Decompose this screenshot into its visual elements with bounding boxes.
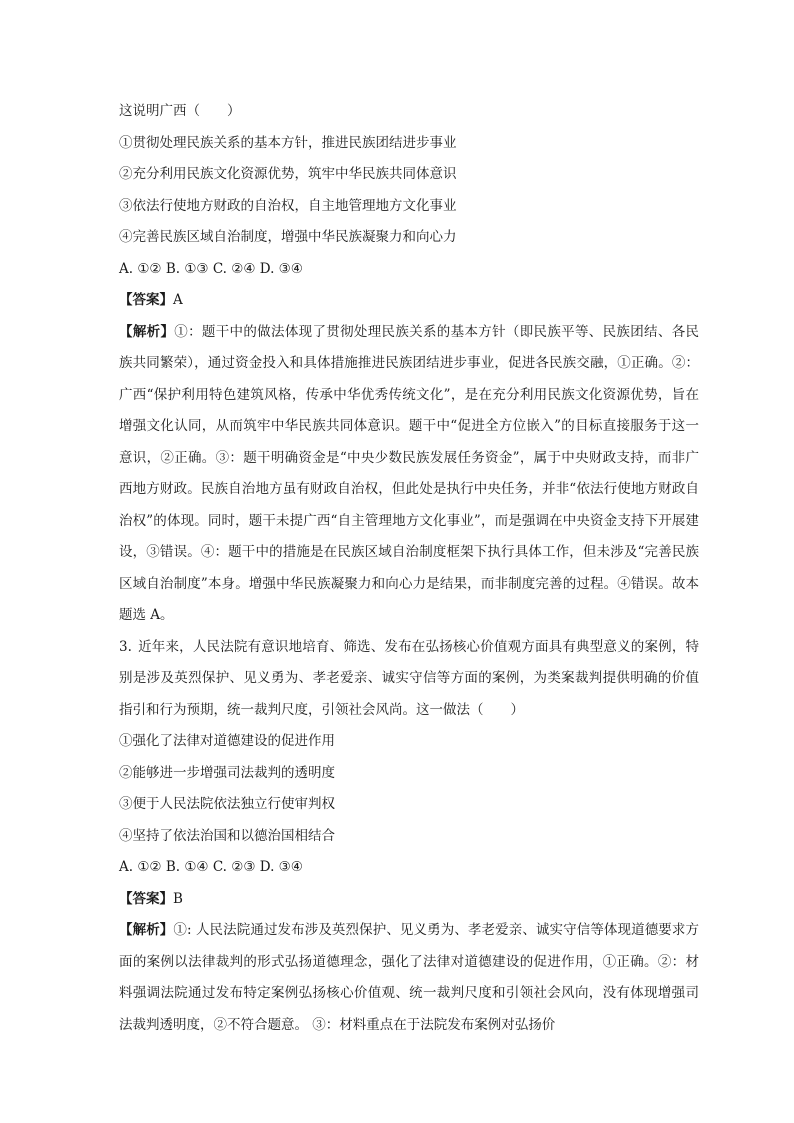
question-3-text: 近年来，人民法院有意识地培育、筛选、发布在弘扬核心价值观方面具有典型意义的案例，特别是涉及英烈保护、见义勇为、孝老爱亲、诚实守信等方面的案例，为类案裁判提供明确的价值指引和行为预期，统一裁判尺度，引领社会风尚。这一做法（ ） xyxy=(119,638,699,718)
q2-answer-label: 【答案】 xyxy=(119,292,173,308)
question-2-stem-tail: 这说明广西（ ） xyxy=(119,103,241,119)
q3-analysis-text: ①: 人民法院通过发布涉及英烈保护、见义勇为、孝老爱亲、诚实守信等体现道德要求方面的案例以法律裁判的形式弘扬道德理念，强化了法律对道德建设的促进作用，①正确。②：材料强调法院通过发布特定案例弘扬核心价值观、统一裁判尺度和引领社会风向，没有体现增强司法裁判透明度，②不符合题意。 ③：材料重点在于法院发布案例对弘扬价 xyxy=(119,922,700,1033)
q3-analysis-label: 【解析】 xyxy=(119,922,174,938)
q3-option-1: ①强化了法律对道德建设的促进作用 xyxy=(119,733,335,749)
q3-answer-label: 【答案】 xyxy=(119,890,173,907)
q2-option-2: ②充分利用民族文化资源优势，筑牢中华民族共同体意识 xyxy=(119,166,457,182)
q2-option-4: ④完善民族区域自治制度，增强中华民族凝聚力和向心力 xyxy=(119,229,457,245)
q3-option-4: ④坚持了依法治国和以德治国相结合 xyxy=(119,827,335,844)
q2-analysis-text: ①：题干中的做法体现了贯彻处理民族关系的基本方针（即民族平等、民族团结、各民族共同繁荣），通过资金投入和具体措施推进民族团结进步事业，促进各民族交融，①正确。②：广西“保护利用特色建筑风格，传承中华优秀传统文化”，是在充分利用民族文化资源优势，旨在增强文化认同，从而筑牢中华民族共同体意识。题干中“促进全方位嵌入”的目标直接服务于这一意识，②正确。③：题干明确资金是“中央少数民族发展任务资金”，属于中央财政支持，而非广西地方财政。民族自治地方虽有财政自治权，但此处是执行中央任务，并非“依法行使地方财政自治权”的体现。同时，题干未提广西“自主管理地方文化事业”，而是强调在中央资金支持下开展建设，③错误。④：题干中的措施是在民族区域自治制度框架下执行具体工作，但未涉及“完善民族区域自治制度”本身。增强中华民族凝聚力和向心力是结果，而非制度完善的过程。④错误。故本题选 A。 xyxy=(119,323,700,623)
q2-analysis xyxy=(119,317,699,632)
q2-choices: A. ①② B. ①③ C. ②④ D. ③④ xyxy=(119,260,303,277)
document-page xyxy=(119,96,699,1041)
q2-option-1: ①贯彻处理民族关系的基本方针，推进民族团结进步事业 xyxy=(119,134,457,151)
question-3-number: 3. xyxy=(119,638,132,655)
q2-answer xyxy=(119,285,699,317)
q3-choices: A. ①② B. ①④ C. ②③ D. ③④ xyxy=(119,859,303,875)
q3-answer-value: B xyxy=(173,890,183,907)
question-3-stem xyxy=(119,632,699,727)
q2-answer-value: A xyxy=(173,292,183,308)
q2-analysis-label: 【解析】 xyxy=(119,323,175,340)
q3-answer xyxy=(119,884,699,916)
q3-analysis xyxy=(119,915,699,1041)
q3-option-2: ②能够进一步增强司法裁判的透明度 xyxy=(119,764,335,781)
q2-option-3: ③依法行使地方财政的自治权，自主地管理地方文化事业 xyxy=(119,197,457,214)
q3-option-3: ③便于人民法院依法独立行使审判权 xyxy=(119,796,335,812)
